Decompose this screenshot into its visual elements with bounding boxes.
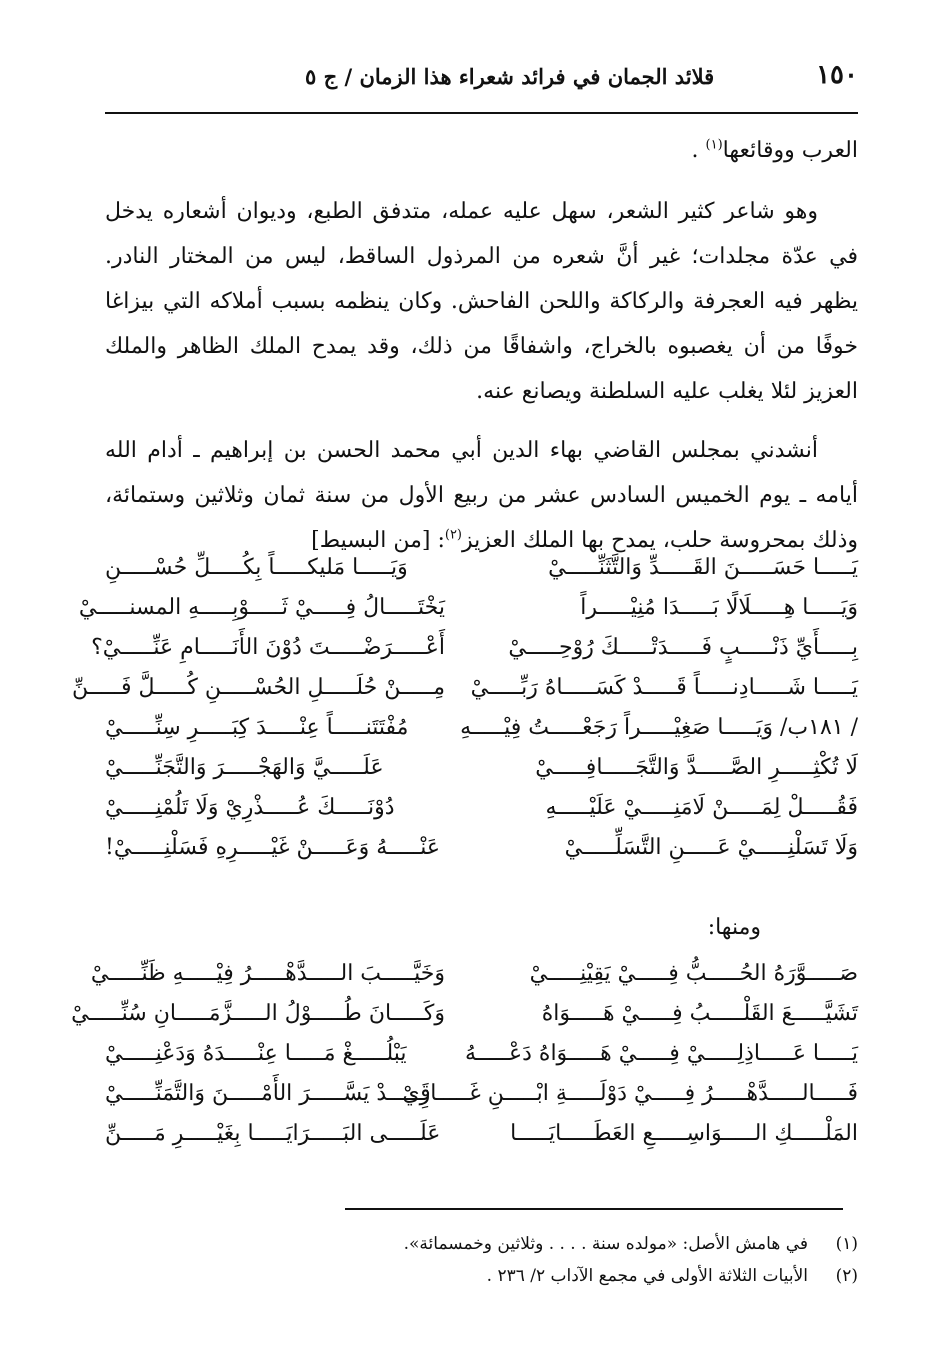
verse-line xyxy=(105,828,858,868)
verse-line xyxy=(105,1074,858,1114)
page-number: ١٥٠ xyxy=(816,60,858,90)
first-hemistich: يَـــــا حَسَـــــنَ القَـــــدِّ وَالتَّثَنِّـــــيْ xyxy=(548,555,858,580)
second-hemistich: عَلَـــــى البَـــــرَايَـــــا بِغَيْـــــرِ مَـــــنِّ xyxy=(105,1121,441,1146)
first-hemistich: بِـــــأَيِّ ذَنْـــــبٍ فَـــــدَتْـــــكَ رُوْحِـــــيْ xyxy=(508,635,858,660)
first-hemistich: المَلْـــــكِ الـــــوَاسِـــــعِ العَطَـــــايَـــــا xyxy=(510,1121,858,1146)
poem-section-2 xyxy=(71,954,858,1154)
verse-line xyxy=(78,588,858,628)
body-text xyxy=(105,128,858,563)
footnotes xyxy=(105,1228,858,1292)
verse-line xyxy=(105,1034,858,1074)
first-hemistich: يَـــــا شَـــــادِنـــــاً قَـــــدْ كَسَـــــاهُ رَبِّـــــيْ xyxy=(470,675,858,700)
first-hemistich: وَلَا تَسَلْنِـــــيْ عَـــــنِ التَّسَلِّـــــيْ xyxy=(564,835,858,860)
verse-line xyxy=(90,954,858,994)
verse-line xyxy=(105,748,858,788)
verse-line xyxy=(105,708,858,748)
verse-line xyxy=(105,548,858,588)
second-hemistich: عَنْـــــهُ وَعَـــــنْ غَيْـــــرِهِ فَسَلْنِـــــيْ! xyxy=(105,835,440,860)
second-hemistich: مِـــــنْ حُلَـــــلِ الحُسْـــــنِ كُـــــلَّ فَـــــنِّ xyxy=(72,675,445,700)
second-hemistich: وَكَـــــانَ طُـــــوْلُ الـــــزَّمَـــــانِ سُنِّـــــيْ xyxy=(71,1001,445,1026)
first-hemistich: وَيَـــــا هِـــــلَالًا بَـــــدَا مُنِيْـــــراً xyxy=(580,595,858,620)
header-rule xyxy=(105,112,858,114)
paragraph-1: العرب ووقائعها$^{(١)}$ . xyxy=(691,137,858,163)
footnote-text: الأبيات الثلاثة الأولى في مجمع الآداب ٢/ ٢٣٦ . xyxy=(486,1266,808,1286)
second-hemistich: يَخْتَـــــالُ فِـــــيْ ثَـــــوْبِـــــهِ المسنـــــيْ xyxy=(78,595,445,620)
first-hemistich: فَـــــالـــــدَّهْـــــرُ فِـــــيْ دَوْلَـــــةِ ابْـــــنِ غَـــــازِيْ xyxy=(402,1081,858,1106)
first-hemistich: / ١٨١ب/ وَيَـــــا صَغِيْـــــراً رَجَعْـــــتُ فِيْـــــهِ xyxy=(460,715,858,740)
verse-line xyxy=(105,1114,858,1154)
second-hemistich: مُفْتَتَنـــــاً عِنْـــــدَ كِبَـــــرِ سِنِّـــــيْ xyxy=(105,715,409,740)
section-label: ومنها: xyxy=(707,915,761,940)
footnote-ref-2: (٢) xyxy=(444,527,462,543)
second-hemistich: وَخَيَّـــــبَ الـــــدَّهْـــــرُ فِيْـــــهِ ظَنِّـــــيْ xyxy=(90,961,445,986)
verse-line xyxy=(105,788,858,828)
first-hemistich: لَا تُكْثِـــــرِ الصَّـــــدَّ وَالتَّجَـــــافِـــــيْ xyxy=(535,755,858,780)
second-hemistich: قَـــــدْ يَسَّـــــرَ الأَمْـــــنَ وَالتَّمَنِّـــــيْ xyxy=(105,1081,431,1106)
first-hemistich: صَـــــوَّرَهُ الحُـــــبُّ فِـــــيْ يَقِيْنِـــــيْ xyxy=(529,961,858,986)
footnote-text: في هامش الأصل: «مولده سنة . . . . وثلاثين وخمسمائة». xyxy=(403,1234,808,1254)
footnote xyxy=(105,1260,858,1292)
paragraph-2: وهو شاعر كثير الشعر، سهل عليه عمله، متدفق الطبع، وديوان أشعاره يدخل في عدّة مجلدات؛ غير أنَّ شعره من المرذول الساقط، ليس من المختار النادر. يظهر فيه العجرفة والركاكة واللحن الفاحش. وكان ينظمه بسبب أملاكه التي بيزاغا خوفًا من أن يغصبوه بالخراج، واشفاقًا من ذلك، وقد يمدح الملك الظاهر والملك العزيز لئلا يغلب عليه السلطنة ويصانع عنه. xyxy=(105,199,858,404)
paragraph-3: أنشدني بمجلس القاضي بهاء الدين أبي محمد الحسن بن إبراهيم ـ أدام الله أيامه ـ يوم الخميس السادس عشر من ربيع الأول من سنة ثمان وثلاثين وستمائة، وذلك بمحروسة حلب، يمدح بها الملك العزيز$^{(٢)}$: [من البسيط] xyxy=(105,438,858,553)
second-hemistich: يَبْلُـــــغْ مَـــــا عِنْـــــدَهُ وَدَعْنِـــــيْ xyxy=(105,1041,407,1066)
second-hemistich: وَيَـــــا مَليكـــــاً بِكُـــــلِّ حُسْـــــنِ xyxy=(105,555,408,580)
second-hemistich: دُوْنَـــــكَ عُـــــذْرِيْ وَلَا تَلُمْنِـــــيْ xyxy=(105,795,395,820)
first-hemistich: فَقُـــــلْ لِمَـــــنْ لَامَنِـــــيْ عَلَيْـــــهِ xyxy=(545,795,858,820)
verse-line xyxy=(91,628,858,668)
running-title: قلائد الجمان في فرائد شعراء هذا الزمان / ج ٥ xyxy=(305,64,715,89)
second-hemistich: أَعْـــــرَضْـــــتَ دُوْنَ الأَنَـــــامِ عَنِّـــــيْ؟ xyxy=(91,635,445,660)
verse-line xyxy=(71,994,858,1034)
page-header xyxy=(105,58,858,106)
footnote-rule xyxy=(345,1208,843,1210)
first-hemistich: تَشَيَّـــــعَ القَلْـــــبُ فِـــــيْ هَـــــوَاهُ xyxy=(541,1001,858,1026)
first-hemistich: يَـــــا عَـــــاذِلِـــــيْ فِـــــيْ هَـــــوَاهُ دَعْـــــهُ xyxy=(464,1041,858,1066)
footnote-number: (١) xyxy=(835,1234,858,1254)
footnote-number: (٢) xyxy=(835,1266,858,1286)
footnote xyxy=(105,1228,858,1260)
second-hemistich: عَلَـــــيَّ وَالهَجْـــــرَ وَالتَّجَنِّـــــيْ xyxy=(105,755,384,780)
verse-line xyxy=(72,668,858,708)
poem-section-1 xyxy=(72,548,858,868)
footnote-ref-1: (١) xyxy=(705,137,723,153)
